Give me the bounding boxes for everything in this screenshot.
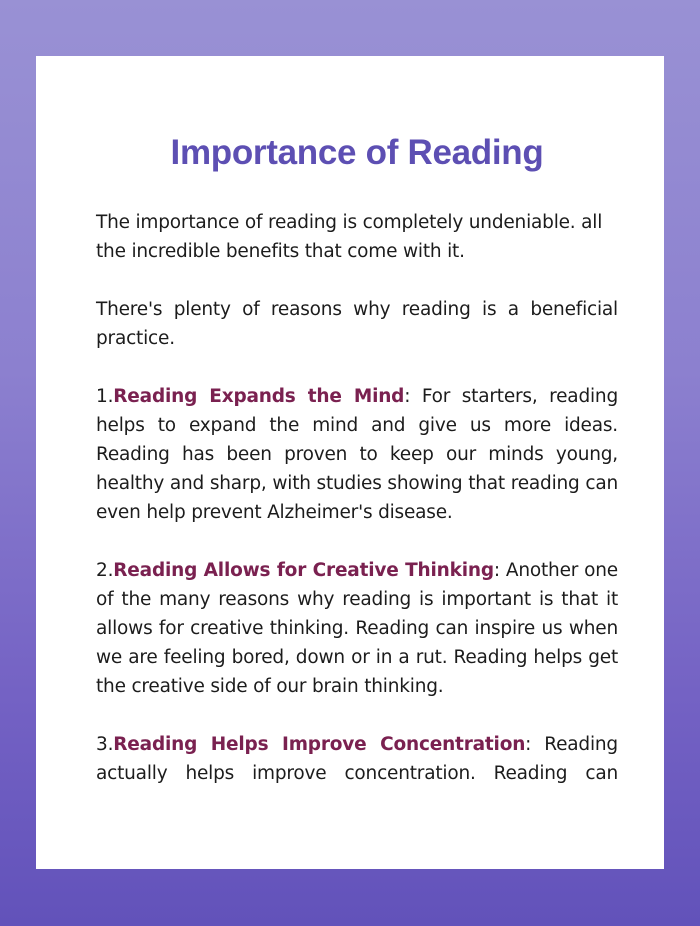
- document-card: [36, 56, 664, 869]
- point-text: : Another one of the many reasons why reading is important is that it allows for creative thinking. Reading can inspire us when we are feeling bored, down or in a rut. Reading helps get the creative side of our brain thinking.: [96, 560, 618, 697]
- point-number: 1.: [96, 386, 114, 407]
- point-paragraph: [96, 556, 618, 701]
- point-number: 2.: [96, 560, 114, 581]
- intro-paragraph: There's plenty of reasons why reading is a beneficial practice.: [96, 299, 618, 349]
- point-paragraph: [96, 730, 618, 788]
- document-body: [96, 208, 618, 788]
- point-heading: Reading Expands the Mind: [113, 386, 405, 407]
- point-number: 3.: [96, 734, 114, 755]
- point-paragraph: [96, 382, 618, 527]
- point-heading: Reading Allows for Creative Thinking: [113, 560, 494, 581]
- point-heading: Reading Helps Improve Concentration: [113, 734, 526, 755]
- point-text: : Reading actually helps improve concentration. Reading can: [96, 734, 618, 784]
- page-title: Importance of Reading: [170, 133, 544, 172]
- intro-paragraph: The importance of reading is completely undeniable. all the incredible benefits that come with it.: [96, 212, 603, 262]
- point-text: : For starters, reading helps to expand the mind and give us more ideas. Reading has been proven to keep our minds young, healthy and sharp, with studies showing that reading can even help prevent Alzheimer's disease.: [96, 386, 618, 523]
